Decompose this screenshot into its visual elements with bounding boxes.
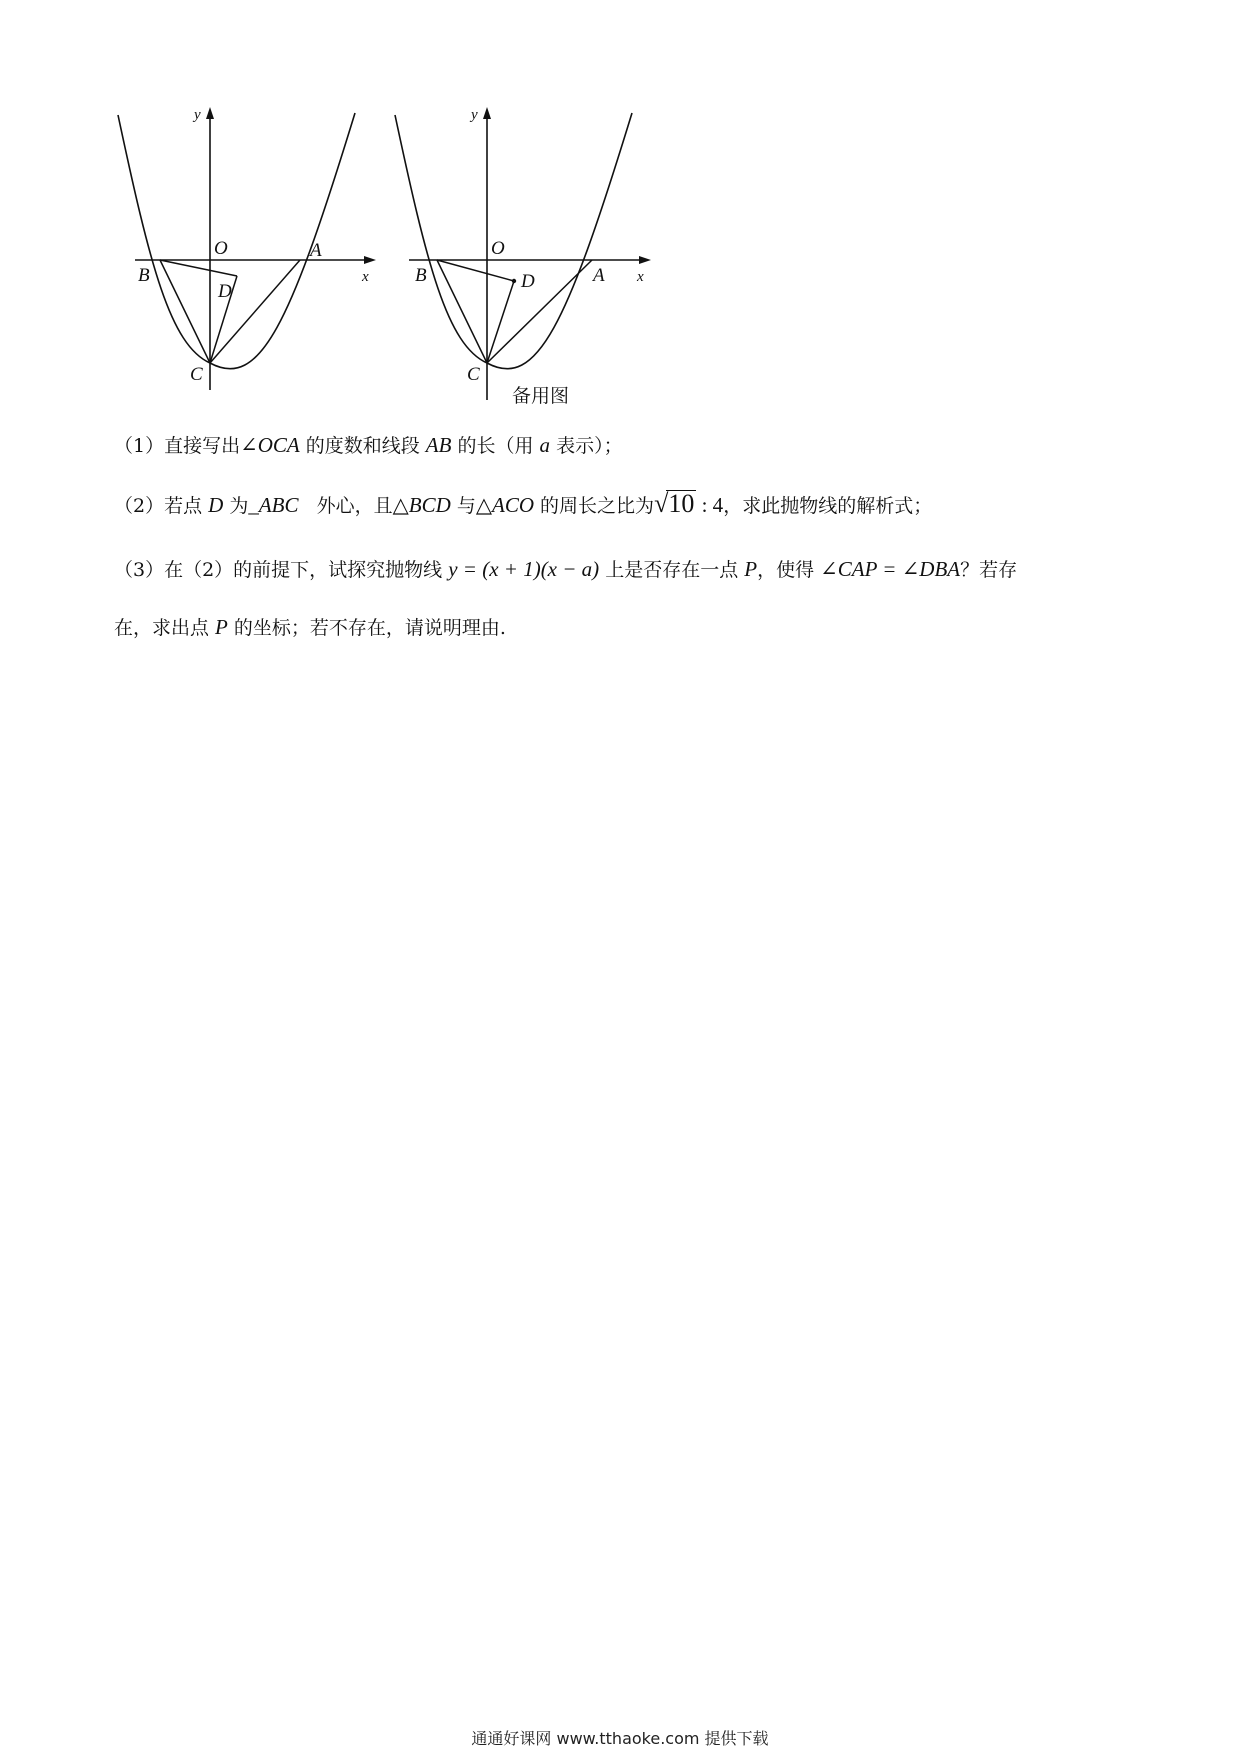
q2-sqrt: √10 [654,489,695,518]
point-o-label: O [491,238,505,259]
q2-blank-mark: _ [248,493,259,517]
q2-suffix: ，求此抛物线的解析式； [723,495,933,517]
q3-prefix: （3）在（2）的前提下，试探究抛物线 [114,559,449,581]
q2-mid: 为 [223,495,249,517]
spare-figure-caption: 备用图 [512,385,570,407]
question-2 [114,490,932,519]
parabola-diagram [110,105,380,395]
q1-variable: a [539,433,551,457]
q2-mid2: 外心，且 [298,495,393,517]
point-b-label: B [138,265,150,286]
q2-ratio: : 4 [696,493,724,517]
q1-suffix: 表示）； [550,435,623,457]
point-d-label: D [521,271,535,292]
q1-mid2: 的长（用 [451,435,540,457]
point-b-label: B [415,265,427,286]
q2-mid4: 的周长之比为 [534,495,655,517]
parabola-diagram [387,105,657,405]
point-d-label: D [218,281,232,302]
q3-line2: 在，求出点 [114,617,216,639]
q2-triangle-bcd: △BCD [392,493,451,517]
q1-angle: ∠OCA [240,433,300,457]
q1-mid: 的度数和线段 [299,435,426,457]
q2-triangle-aco: △ACO [475,493,535,517]
q2-triangle: ABC [258,493,299,517]
question-1 [114,432,623,459]
y-axis-label: y [194,107,201,123]
parabola-figure-spare [387,105,657,405]
question-3-continued [114,614,506,641]
point-o-label: O [214,238,228,259]
q3-line2-end: 的坐标；若不存在，请说明理由. [227,617,506,639]
question-3 [114,556,1017,583]
point-c-label: C [190,364,203,385]
point-c-label: C [467,364,480,385]
page-footer: 通通好课网 www.tthaoke.com 提供下载 [471,1729,769,1748]
q2-mid3: 与 [450,495,476,517]
q3-point: P [744,557,758,581]
q1-segment: AB [425,433,452,457]
q2-sqrt-radicand: 10 [668,489,695,518]
q3-mid: 上是否存在一点 [599,559,745,581]
y-axis-label: y [471,107,478,123]
q3-equation: y = (x + 1)(x − a) [448,557,600,581]
point-a-label: A [310,240,322,261]
q3-suffix: ？若存 [960,559,1018,581]
x-axis-label: x [362,269,369,285]
parabola-figure-main [110,105,380,395]
q3-mid2: ，使得 [757,559,821,581]
q3-point-2: P [215,615,228,639]
x-axis-label: x [637,269,644,285]
q3-angle-equation: ∠CAP = ∠DBA [820,557,961,581]
q2-prefix: （2）若点 [114,495,209,517]
q2-point: D [208,493,224,517]
point-a-label: A [593,265,605,286]
q1-prefix: （1）直接写出 [114,435,241,457]
